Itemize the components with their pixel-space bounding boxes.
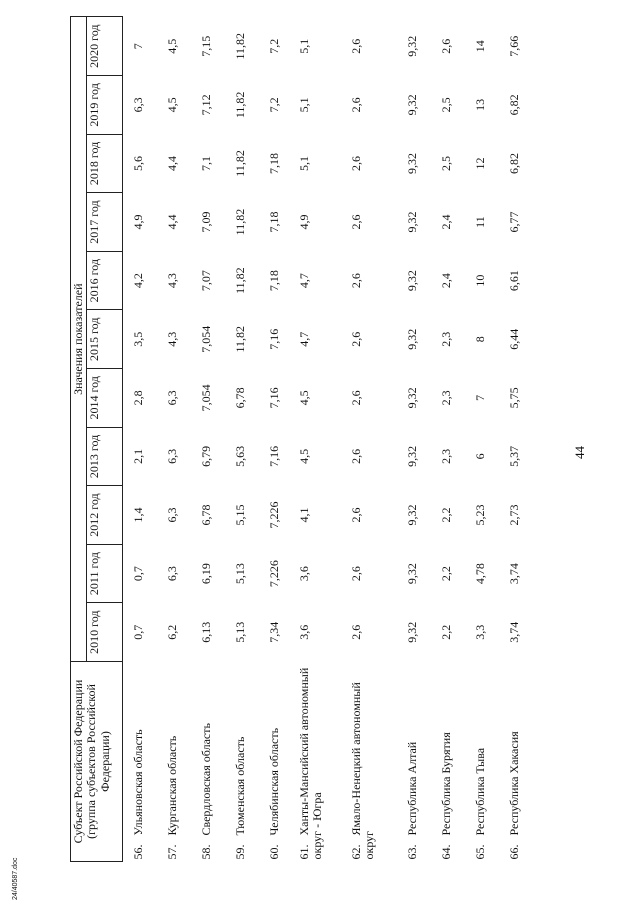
value-cell: 9,32 [404, 621, 419, 643]
value-cell: 7,16 [266, 387, 281, 409]
value-cell: 2,3 [438, 448, 453, 464]
value-cell: 7,16 [266, 445, 281, 467]
region-name: Свердловская область [198, 723, 213, 836]
value-cell: 5,75 [506, 387, 521, 409]
value-cell: 9,32 [404, 445, 419, 467]
value-cell: 4,7 [296, 273, 311, 289]
value-cell: 4,2 [131, 273, 146, 289]
value-cell: 2,73 [506, 504, 521, 526]
value-cell: 7,18 [266, 152, 281, 174]
year-header: 2014 год [87, 369, 123, 428]
indicator-values-header: Значения показателей [71, 17, 87, 662]
value-cell: 2,6 [348, 38, 363, 54]
value-cell: 2,6 [438, 38, 453, 54]
value-cell: 9,32 [404, 328, 419, 350]
value-cell: 6,78 [232, 387, 247, 409]
value-cell: 7 [472, 394, 487, 401]
value-cell: 6,2 [164, 624, 179, 640]
row-number: 58. [198, 844, 213, 860]
value-cell: 4,5 [296, 448, 311, 464]
value-cell: 2,6 [348, 390, 363, 406]
region-name: Курганская область [164, 735, 179, 836]
year-header: 2013 год [87, 427, 123, 486]
value-cell: 14 [472, 40, 487, 53]
value-cell: 6 [472, 453, 487, 460]
region-name: Челябинская область [266, 727, 281, 836]
value-cell: 6,3 [164, 390, 179, 406]
value-cell: 10 [472, 274, 487, 287]
value-cell: 3,5 [131, 331, 146, 347]
value-cell: 7,2 [266, 97, 281, 113]
region-name: Ульяновская область [131, 729, 146, 836]
value-cell: 2,2 [438, 624, 453, 640]
value-cell: 7,2 [266, 38, 281, 54]
region-cell [431, 662, 465, 862]
value-cell: 3,74 [506, 621, 521, 643]
value-cell: 12 [472, 157, 487, 170]
value-cell: 6,82 [506, 94, 521, 116]
region-name: Республика Хакасия [506, 731, 521, 836]
year-header: 2010 год [87, 603, 123, 662]
value-cell: 2,6 [348, 624, 363, 640]
value-cell: 2,2 [438, 566, 453, 582]
row-number: 61. [296, 844, 311, 860]
value-cell: 2,6 [348, 331, 363, 347]
region-cell [123, 662, 157, 862]
value-cell: 2,1 [131, 448, 146, 464]
value-cell: 4,5 [164, 38, 179, 54]
value-cell: 6,3 [131, 97, 146, 113]
value-cell: 6,3 [164, 507, 179, 523]
value-cell: 6,61 [506, 270, 521, 292]
value-cell: 6,19 [198, 563, 213, 585]
value-cell: 11,82 [232, 208, 247, 236]
year-header: 2011 год [87, 544, 123, 603]
region-cell [397, 662, 431, 862]
value-cell: 11,82 [232, 267, 247, 294]
value-cell: 4,4 [164, 214, 179, 230]
value-cell: 9,32 [404, 152, 419, 174]
value-cell: 4,7 [296, 331, 311, 347]
region-name: Ямало-Ненецкий автономный округ [348, 682, 377, 860]
table-row [431, 17, 465, 862]
table-row [123, 17, 157, 862]
value-cell: 4,5 [164, 97, 179, 113]
value-cell: 4,3 [164, 273, 179, 289]
value-cell: 5,23 [472, 504, 487, 526]
value-cell: 7,054 [198, 325, 213, 353]
value-cell: 7,18 [266, 270, 281, 292]
row-number: 63. [404, 844, 419, 860]
region-cell [191, 662, 225, 862]
page-number: 44 [572, 446, 587, 459]
table-row [225, 17, 259, 862]
year-header: 2020 год [87, 17, 123, 76]
value-cell: 5,1 [296, 38, 311, 54]
row-number: 65. [472, 844, 487, 860]
region-name: Республика Тыва [472, 747, 487, 836]
value-cell: 6,44 [506, 328, 521, 350]
region-name: Республика Бурятия [438, 732, 453, 836]
value-cell: 4,4 [164, 155, 179, 171]
year-header: 2015 год [87, 310, 123, 369]
region-cell [465, 662, 499, 862]
value-cell: 2,5 [438, 155, 453, 171]
value-cell: 7,15 [198, 35, 213, 57]
region-cell [157, 662, 191, 862]
value-cell: 5,13 [232, 563, 247, 585]
region-cell [345, 662, 397, 862]
value-cell: 11 [472, 216, 487, 228]
value-cell: 2,3 [438, 390, 453, 406]
value-cell: 11,82 [232, 150, 247, 177]
value-cell: 0,7 [131, 624, 146, 640]
value-cell: 6,3 [164, 448, 179, 464]
value-cell: 7 [131, 43, 146, 50]
value-cell: 2,6 [348, 566, 363, 582]
value-cell: 2,6 [348, 214, 363, 230]
value-cell: 6,79 [198, 445, 213, 467]
value-cell: 3,3 [472, 624, 487, 640]
value-cell: 3,6 [296, 566, 311, 582]
row-number: 59. [232, 844, 247, 860]
value-cell: 6,78 [198, 504, 213, 526]
value-cell: 2,3 [438, 331, 453, 347]
value-cell: 6,3 [164, 566, 179, 582]
value-cell: 2,4 [438, 273, 453, 289]
year-header: 2012 год [87, 486, 123, 545]
value-cell: 7,18 [266, 211, 281, 233]
region-cell [499, 662, 533, 862]
value-cell: 4,1 [296, 507, 311, 523]
value-cell: 7,09 [198, 211, 213, 233]
table-row [259, 17, 293, 862]
value-cell: 2,6 [348, 155, 363, 171]
value-cell: 4,5 [296, 390, 311, 406]
table-row [397, 17, 431, 862]
value-cell: 1,4 [131, 507, 146, 523]
row-number: 57. [164, 844, 179, 860]
value-cell: 7,34 [266, 621, 281, 643]
value-cell: 5,37 [506, 445, 521, 467]
row-number: 56. [131, 844, 146, 860]
value-cell: 4,78 [472, 563, 487, 585]
value-cell: 11,82 [232, 325, 247, 353]
value-cell: 5,1 [296, 97, 311, 113]
row-number: 64. [438, 844, 453, 860]
value-cell: 7,12 [198, 94, 213, 116]
subject-column-header: Субъект Российской Федерации (группа субъектов Российской Федерации) [71, 662, 123, 862]
table-row [499, 17, 533, 862]
row-number: 66. [506, 844, 521, 860]
row-number: 62. [348, 844, 363, 860]
region-name: Ханты-Мансийский автономный округ - Югра [296, 667, 325, 860]
table-row [191, 17, 225, 862]
value-cell: 2,6 [348, 273, 363, 289]
value-cell: 11,82 [232, 91, 247, 119]
table-row [465, 17, 499, 862]
region-cell [293, 662, 345, 862]
value-cell: 2,5 [438, 97, 453, 113]
value-cell: 5,1 [296, 155, 311, 171]
year-header: 2016 год [87, 251, 123, 310]
value-cell: 7,1 [198, 155, 213, 171]
value-cell: 5,15 [232, 504, 247, 526]
value-cell: 11,82 [232, 32, 247, 60]
year-header: 2017 год [87, 193, 123, 252]
value-cell: 7,226 [266, 501, 281, 529]
value-cell: 7,66 [506, 35, 521, 57]
region-name: Республика Алтай [404, 741, 419, 836]
value-cell: 2,4 [438, 214, 453, 230]
table-row [157, 17, 191, 862]
value-cell: 9,32 [404, 35, 419, 57]
table-row [345, 17, 397, 862]
year-header: 2018 год [87, 134, 123, 193]
value-cell: 5,13 [232, 621, 247, 643]
value-cell: 5,63 [232, 445, 247, 467]
value-cell: 9,32 [404, 270, 419, 292]
value-cell: 6,77 [506, 211, 521, 233]
value-cell: 7,054 [198, 384, 213, 412]
value-cell: 9,32 [404, 504, 419, 526]
value-cell: 0,7 [131, 566, 146, 582]
value-cell: 3,6 [296, 624, 311, 640]
value-cell: 7,16 [266, 328, 281, 350]
indicator-table [70, 16, 533, 862]
value-cell: 4,3 [164, 331, 179, 347]
region-cell [259, 662, 293, 862]
year-header: 2019 год [87, 76, 123, 135]
value-cell: 5,6 [131, 155, 146, 171]
value-cell: 4,9 [296, 214, 311, 230]
region-name: Тюменская область [232, 736, 247, 836]
value-cell: 2,6 [348, 448, 363, 464]
value-cell: 3,74 [506, 563, 521, 585]
table-row [293, 17, 345, 862]
value-cell: 6,13 [198, 621, 213, 643]
value-cell: 13 [472, 98, 487, 111]
value-cell: 2,6 [348, 97, 363, 113]
value-cell: 7,07 [198, 270, 213, 292]
region-cell [225, 662, 259, 862]
value-cell: 9,32 [404, 387, 419, 409]
value-cell: 7,226 [266, 560, 281, 588]
value-cell: 2,2 [438, 507, 453, 523]
footer-doc-code: 24/40587.doc [12, 857, 19, 900]
value-cell: 2,6 [348, 507, 363, 523]
value-cell: 4,9 [131, 214, 146, 230]
value-cell: 9,32 [404, 563, 419, 585]
value-cell: 2,8 [131, 390, 146, 406]
row-number: 60. [266, 844, 281, 860]
value-cell: 8 [472, 336, 487, 343]
value-cell: 9,32 [404, 94, 419, 116]
value-cell: 9,32 [404, 211, 419, 233]
value-cell: 6,82 [506, 152, 521, 174]
